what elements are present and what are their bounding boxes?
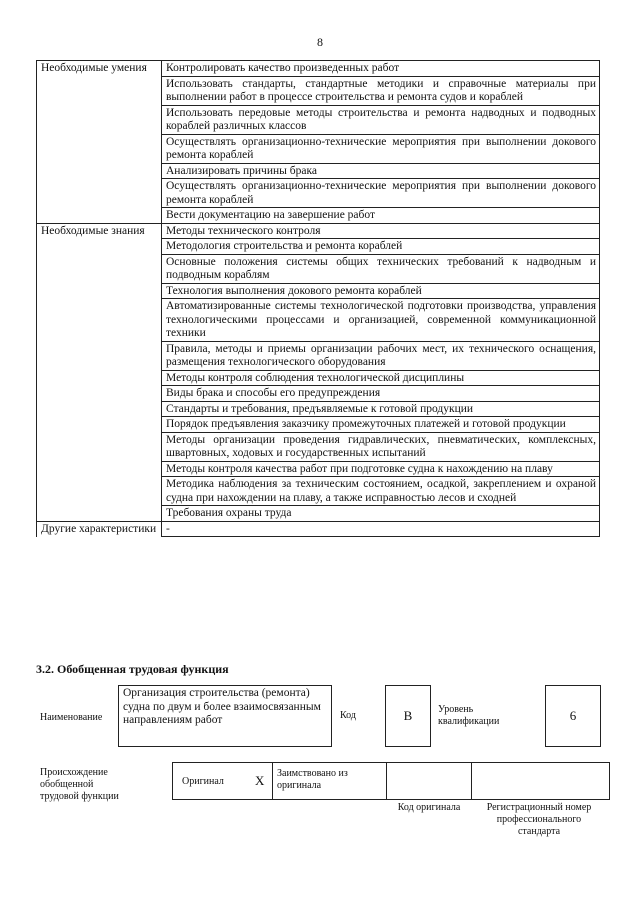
table-row bbox=[37, 179, 600, 208]
item-cell: - bbox=[162, 521, 600, 537]
name-value: Организация строительства (ремонта) судна по двум и более взаимосвязанным направлениям работ bbox=[123, 687, 321, 726]
table-row bbox=[37, 461, 600, 477]
item-cell: Виды брака и способы его предупреждения bbox=[162, 386, 600, 402]
table-row bbox=[37, 341, 600, 370]
section-title: 3.2. Обобщенная трудовая функция bbox=[36, 662, 229, 676]
table-row bbox=[37, 299, 600, 342]
category-cell-continuation bbox=[37, 386, 162, 402]
item-cell: Стандарты и требования, предъявляемые к готовой продукции bbox=[162, 401, 600, 417]
table-row bbox=[37, 521, 600, 537]
table-row bbox=[37, 283, 600, 299]
category-cell-continuation bbox=[37, 299, 162, 342]
table-row bbox=[37, 239, 600, 255]
skills-table bbox=[36, 60, 600, 537]
table-row bbox=[37, 506, 600, 522]
page-number: 8 bbox=[317, 35, 323, 49]
category-cell-continuation bbox=[37, 477, 162, 506]
original-mark: X bbox=[255, 773, 265, 788]
code-original-label: Код оригинала bbox=[397, 802, 461, 813]
item-cell: Использовать передовые методы строительства и ремонта надводных и подводных кораблей различных классов bbox=[162, 105, 600, 134]
table-row bbox=[37, 432, 600, 461]
item-cell: Вести документацию на завершение работ bbox=[162, 208, 600, 224]
item-cell: Основные положения системы общих технических требований к надводным и подводным кораблям bbox=[162, 254, 600, 283]
category-cell-continuation bbox=[37, 254, 162, 283]
origin-label: Происхождение обобщенной трудовой функции bbox=[40, 767, 119, 802]
category-cell-continuation bbox=[37, 105, 162, 134]
item-cell: Осуществлять организационно-технические мероприятия при выполнении докового ремонта кораблей bbox=[162, 134, 600, 163]
item-cell: Методы контроля соблюдения технологической дисциплины bbox=[162, 370, 600, 386]
category-cell-continuation bbox=[37, 179, 162, 208]
item-cell: Контролировать качество произведенных работ bbox=[162, 61, 600, 77]
reg-number-label: Регистрационный номер профессионального стандарта bbox=[486, 802, 592, 837]
table-row bbox=[37, 208, 600, 224]
category-cell-continuation bbox=[37, 283, 162, 299]
category-cell-continuation bbox=[37, 341, 162, 370]
category-cell: Необходимые умения bbox=[37, 61, 162, 77]
level-value: 6 bbox=[545, 685, 601, 747]
item-cell: Порядок предъявления заказчику промежуточных платежей и готовой продукции bbox=[162, 417, 600, 433]
table-row bbox=[37, 61, 600, 77]
category-cell: Другие характеристики bbox=[37, 521, 162, 537]
table-row bbox=[37, 370, 600, 386]
table-row bbox=[37, 254, 600, 283]
category-cell-continuation bbox=[37, 417, 162, 433]
category-cell-continuation bbox=[37, 461, 162, 477]
origin-divider bbox=[471, 762, 472, 800]
item-cell: Требования охраны труда bbox=[162, 506, 600, 522]
item-cell: Методы организации проведения гидравлических, пневматических, комплексных, швартовных, ходовых и государственных испытаний bbox=[162, 432, 600, 461]
name-label: Наименование bbox=[40, 712, 103, 723]
origin-table bbox=[172, 762, 610, 800]
category-cell-continuation bbox=[37, 506, 162, 522]
category-cell-continuation bbox=[37, 432, 162, 461]
table-row bbox=[37, 223, 600, 239]
code-label: Код bbox=[340, 710, 356, 721]
table-row bbox=[37, 386, 600, 402]
level-label: Уровень квалификации bbox=[438, 704, 500, 727]
category-cell-continuation bbox=[37, 163, 162, 179]
item-cell: Технология выполнения докового ремонта кораблей bbox=[162, 283, 600, 299]
category-cell-continuation bbox=[37, 401, 162, 417]
table-row bbox=[37, 134, 600, 163]
code-value: B bbox=[385, 685, 431, 747]
item-cell: Методика наблюдения за техническим состоянием, осадкой, закреплением и охраной судна при нахождении на плаву, а также исправностью лесов и сходней bbox=[162, 477, 600, 506]
category-cell-continuation bbox=[37, 370, 162, 386]
item-cell: Методы технического контроля bbox=[162, 223, 600, 239]
category-cell-continuation bbox=[37, 208, 162, 224]
item-cell: Автоматизированные системы технологической подготовки производства, управления технологическими процессами и организацией, современной коммуникационной техники bbox=[162, 299, 600, 342]
category-cell-continuation bbox=[37, 239, 162, 255]
category-cell: Необходимые знания bbox=[37, 223, 162, 239]
category-cell-continuation bbox=[37, 134, 162, 163]
item-cell: Методология строительства и ремонта кораблей bbox=[162, 239, 600, 255]
table-row bbox=[37, 401, 600, 417]
item-cell: Методы контроля качества работ при подготовке судна к нахождению на плаву bbox=[162, 461, 600, 477]
origin-divider bbox=[386, 762, 387, 800]
item-cell: Осуществлять организационно-технические мероприятия при выполнении докового ремонта кораблей bbox=[162, 179, 600, 208]
table-row bbox=[37, 105, 600, 134]
category-cell-continuation bbox=[37, 76, 162, 105]
item-cell: Правила, методы и приемы организации рабочих мест, их технического оснащения, размещения технологического оборудования bbox=[162, 341, 600, 370]
table-row bbox=[37, 477, 600, 506]
item-cell: Анализировать причины брака bbox=[162, 163, 600, 179]
item-cell: Использовать стандарты, стандартные методики и справочные материалы при выполнении работ в процессе строительства и ремонта судов и кораблей bbox=[162, 76, 600, 105]
borrowed-label: Заимствовано из оригинала bbox=[277, 768, 348, 791]
origin-divider bbox=[272, 762, 273, 800]
table-row bbox=[37, 417, 600, 433]
table-row bbox=[37, 163, 600, 179]
original-label: Оригинал bbox=[182, 776, 224, 787]
table-row bbox=[37, 76, 600, 105]
name-value-box bbox=[118, 685, 332, 747]
